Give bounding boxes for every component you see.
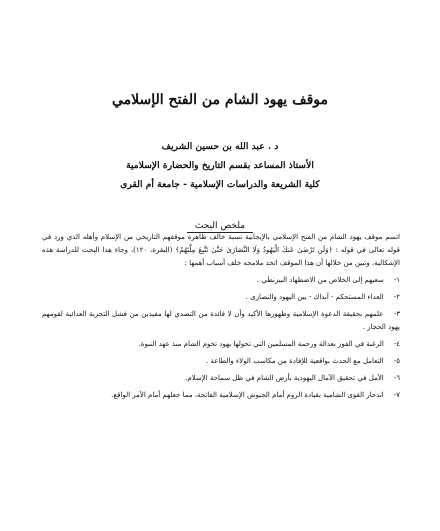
list-item: [42, 291, 400, 304]
list-text: العداء المستحكم - آنذاك - بين اليهود والنصارى .: [245, 293, 384, 301]
abstract-heading-text: ملخص البحث: [187, 221, 253, 233]
abstract-list: [42, 274, 400, 402]
author-name: د . عبد الله بن حسين الشريف: [161, 141, 279, 152]
list-number: ١-: [393, 276, 400, 284]
list-number: ٧-: [393, 391, 400, 399]
list-number: ٤-: [393, 340, 400, 348]
list-text: الرغبة في الفوز بعدالة ورحمة المسلمين التي تحولها يهود تخوم الشام منذ عهد النبوة.: [138, 340, 384, 348]
list-text: التعامل مع الحدث بواقعية للإفادة من مكاسب الولاء والطاعة .: [205, 357, 384, 365]
author-block: [40, 137, 400, 194]
author-affiliation: كلية الشريعة والدراسات الإسلامية - جامعة أم القرى: [120, 179, 320, 190]
abstract-paragraph: اتسم موقف يهود الشام من الفتح الإسلامي بالإيجابية نسبة خالف ظاهره موقفهم التاريخي من الإسلام وأهله الذي ورد في قوله تعالى في قوله : ﴿وَلَن تَرْضَىٰ عَنكَ الْيَهُودُ وَلَا النَّصَارَىٰ حَتَّىٰ تَتَّبِعَ مِلَّتَهُمْ﴾ (البقرة، ١٢٠)، وجاء هذا البحث للدراسة هذه الإشكالية، وتبين من خلالها أن هذا الموقف اتخذ ملامحه خلف أسباب أهمها :: [42, 233, 400, 267]
abstract-heading: [0, 213, 440, 233]
list-item: [42, 372, 400, 385]
list-item: [42, 338, 400, 351]
list-text: اندحار القوى الشامية بقيادة الروم أمام الجيوش الإسلامية الفاتحة، مما جعلهم أمام الأمر الواقع.: [111, 391, 384, 399]
list-text: علمهم بحقيقة الدعوة الإسلامية وظهورها الأكيد وأن لا فائدة من التصدي لها مفيدين من فشل التجربة العدائية لقومهم يهود الحجاز .: [42, 310, 400, 331]
author-position: الأستاذ المساعد بقسم التاريخ والحضارة الإسلامية: [126, 160, 314, 171]
list-item: [42, 274, 400, 287]
list-item: [42, 308, 400, 334]
paper-title: موقف يهود الشام من الفتح الإسلامي: [111, 92, 328, 108]
abstract-body: [42, 231, 400, 406]
list-text: الأمل في تحقيق الآمال اليهودية بأرض الشام في ظل سماحة الإسلام.: [185, 374, 384, 382]
list-number: ٥-: [393, 357, 400, 365]
list-number: ٣-: [393, 310, 400, 318]
list-number: ٦-: [393, 374, 400, 382]
list-text: سعيهم إلى الخلاص من الاضطهاد البيزنطي .: [256, 276, 384, 284]
list-item: [42, 355, 400, 368]
list-item: [42, 389, 400, 402]
list-number: ٢-: [393, 293, 400, 301]
